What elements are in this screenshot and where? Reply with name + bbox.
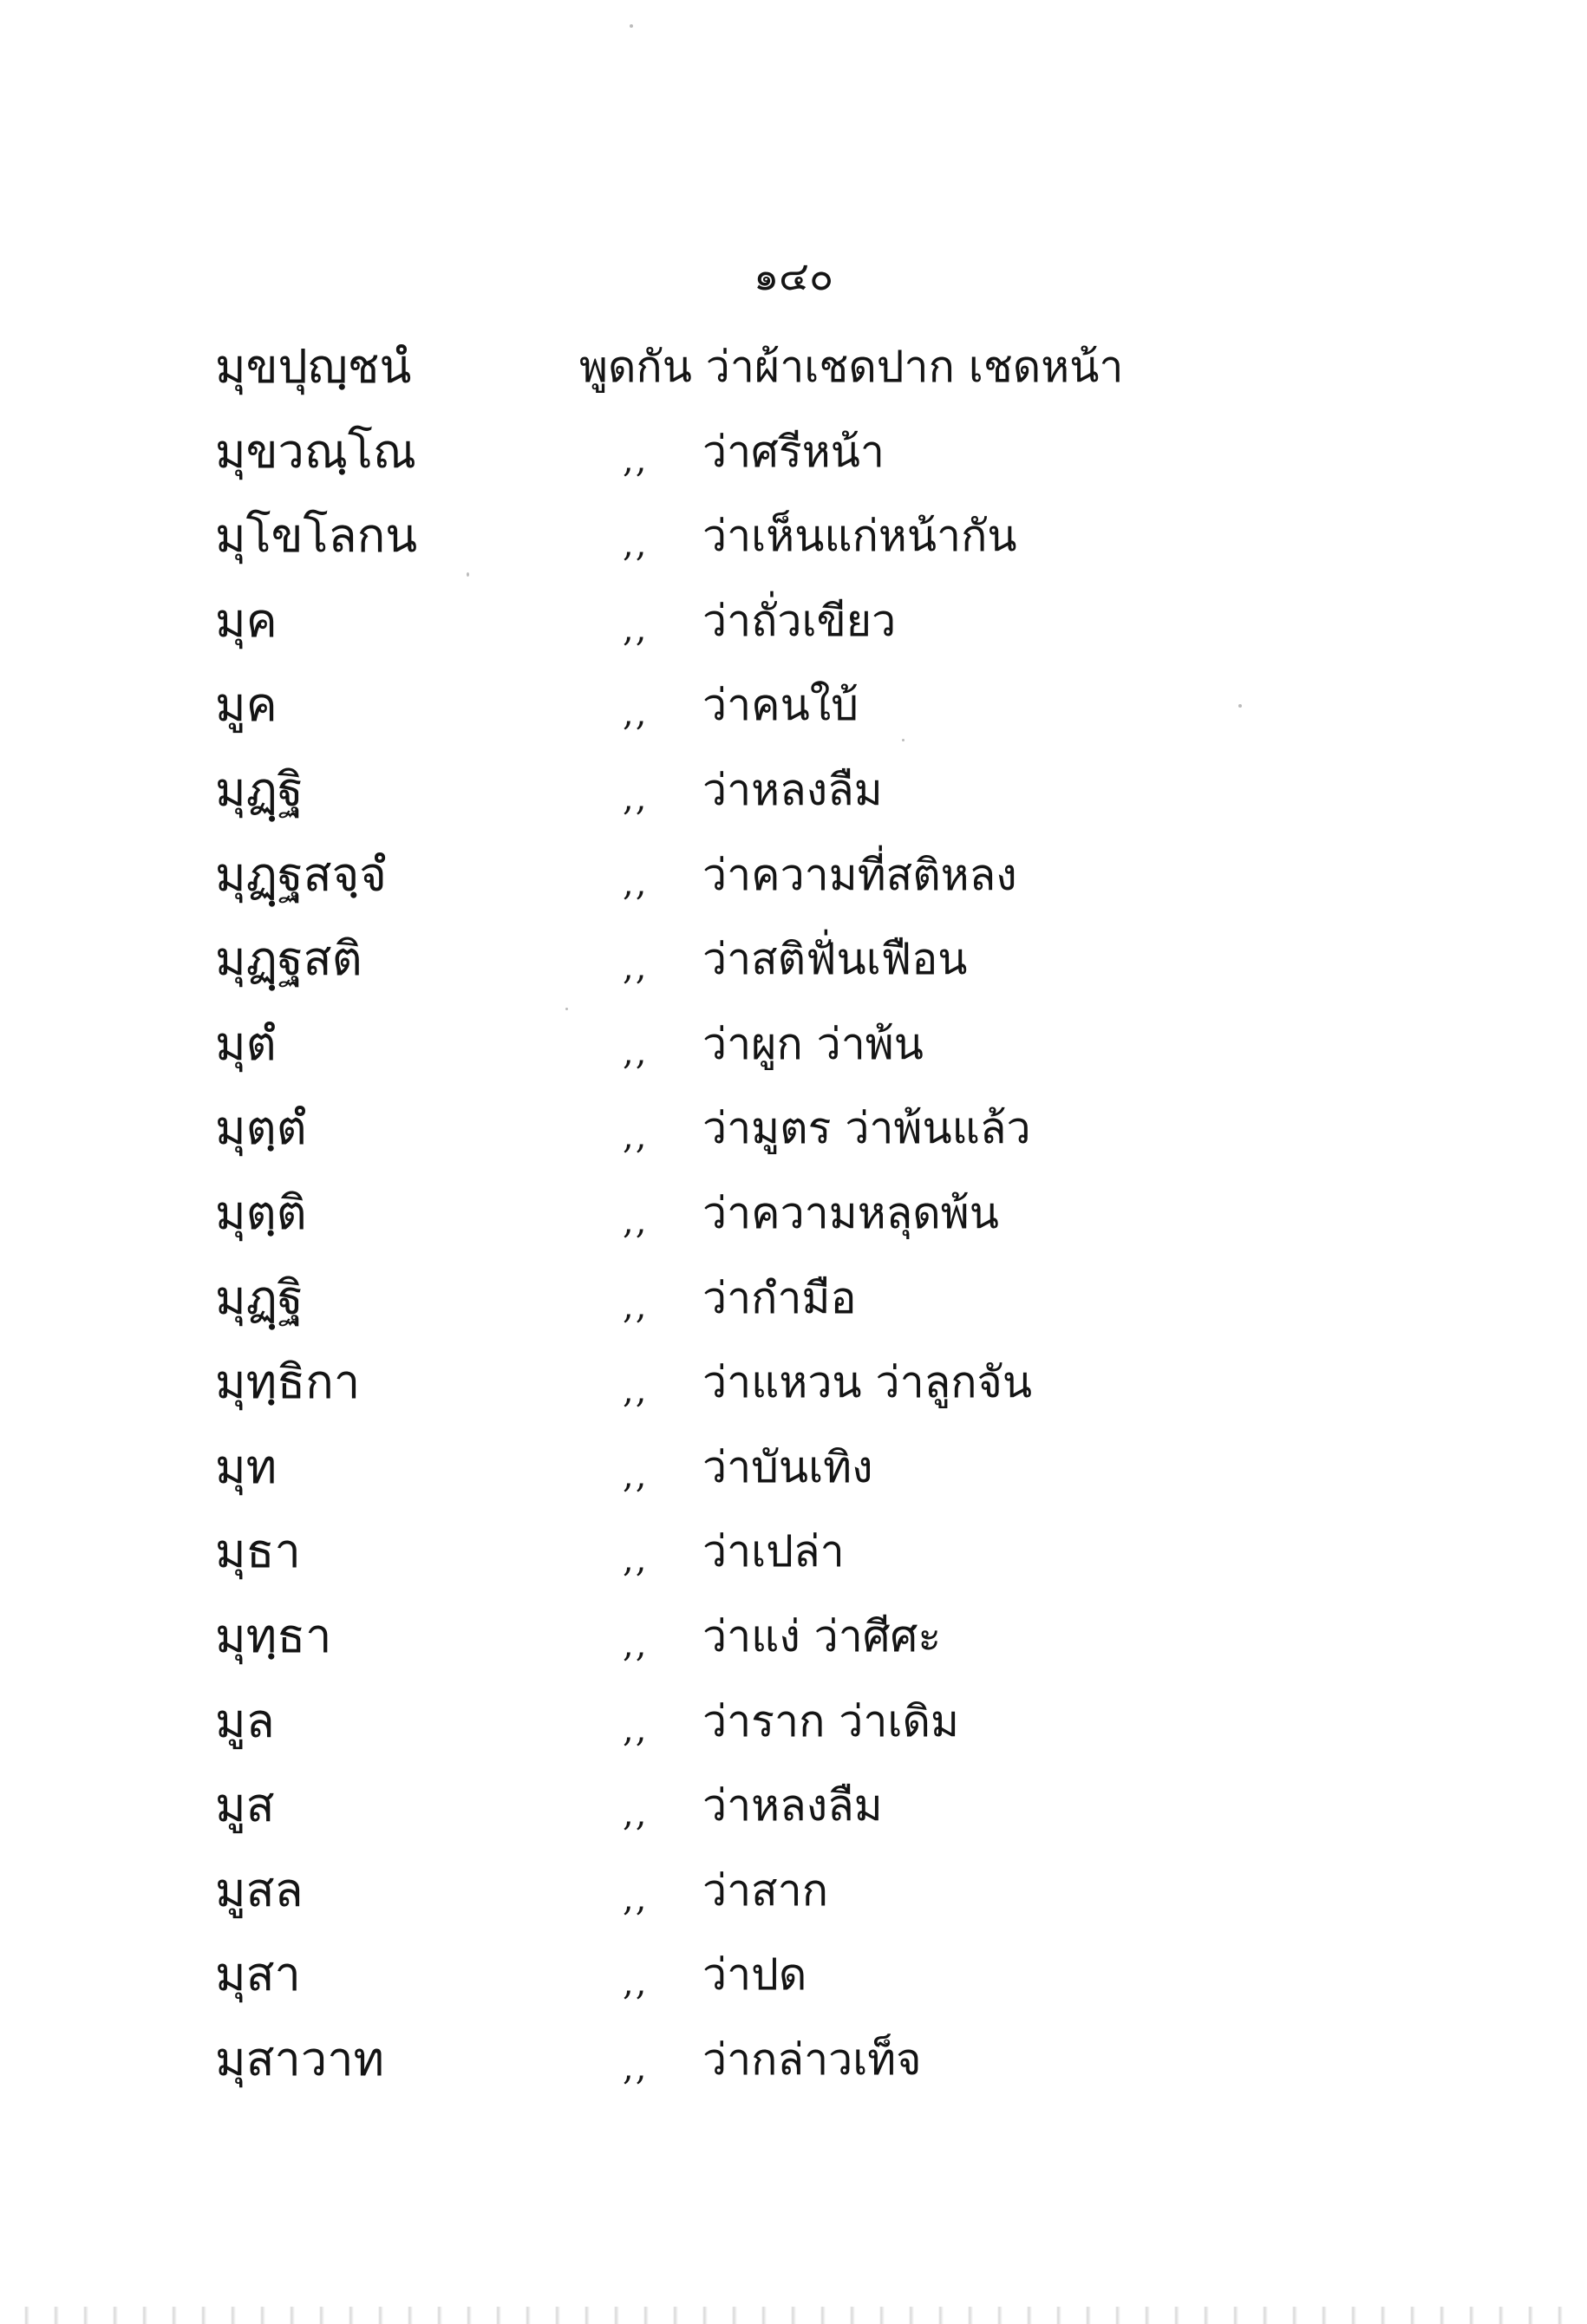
dictionary-entry <box>0 497 1587 582</box>
entry-definition: ว่าความหลุดพ้น <box>702 1187 999 1238</box>
entry-headword: มุสา <box>215 1947 301 2002</box>
ditto-mark: ,, <box>623 1963 649 2004</box>
ditto-mark: ,, <box>623 1032 649 1073</box>
dictionary-entry <box>0 1174 1587 1259</box>
dictionary-entry <box>0 1089 1587 1174</box>
scan-edge-noise <box>0 2307 1587 2324</box>
scan-speck <box>630 24 633 28</box>
ditto-mark: ,, <box>623 1201 649 1242</box>
dictionary-entry <box>0 920 1587 1005</box>
dictionary-entry <box>0 1343 1587 1428</box>
entry-headword: มุฏฺฐสติ <box>215 931 362 987</box>
ditto-mark: ,, <box>623 1709 649 1750</box>
dictionary-entry <box>0 751 1587 836</box>
entry-headword: มุฏฺฐิ <box>215 1270 304 1325</box>
entry-headword: มุธา <box>215 1524 301 1579</box>
entry-definition: ว่าสาก <box>702 1864 829 1916</box>
entry-headword: มุขปุญฺชนํ <box>215 339 412 394</box>
dictionary-entry <box>0 1259 1587 1344</box>
entry-headword: มุฏฺฐิ <box>215 761 304 817</box>
entry-definition: ว่าผูก ว่าพ้น <box>702 1018 924 1069</box>
entry-headword: มูสล <box>215 1862 304 1917</box>
entry-definition: ว่าราก ว่าเดิม <box>702 1695 959 1746</box>
entry-headword: มุตฺตํ <box>215 1100 307 1156</box>
entry-definition: ว่าถั่วเขียว <box>702 595 897 646</box>
dictionary-entry <box>0 1005 1587 1090</box>
dictionary-entry <box>0 1936 1587 2020</box>
ditto-mark: ,, <box>623 1455 649 1496</box>
entry-headword: มุขวณฺโณ <box>215 423 417 479</box>
entry-headword: มุตํ <box>215 1015 277 1071</box>
ditto-mark: ,, <box>623 1117 649 1158</box>
entry-headword: มุทฺธิกา <box>215 1355 361 1410</box>
entry-definition: ว่าหลงลืม <box>702 764 883 815</box>
entry-definition: ว่าเปล่า <box>702 1526 845 1577</box>
entry-definition: ว่าสติฟั่นเฟือน <box>702 934 968 985</box>
ditto-mark: ,, <box>623 1794 649 1835</box>
entry-definition: ว่ามูตร ว่าพ้นแล้ว <box>702 1103 1031 1154</box>
entry-headword: มุโขโลกน <box>215 508 418 564</box>
ditto-mark: ,, <box>623 1371 649 1412</box>
ditto-mark: ,, <box>623 1878 649 1919</box>
entry-headword: มุตฺติ <box>215 1185 307 1240</box>
entry-definition: ว่ากล่าวเท็จ <box>702 2034 922 2085</box>
entry-definition: ว่าแง่ ว่าศีศะ <box>702 1610 942 1661</box>
dictionary-entries <box>0 328 1587 2105</box>
ditto-mark: ,, <box>623 778 649 819</box>
ditto-mark: ,, <box>623 525 649 565</box>
ditto-mark: ,, <box>623 609 649 650</box>
entry-definition: ว่าศรีหน้า <box>702 426 885 477</box>
ditto-mark: ,, <box>623 1624 649 1665</box>
entry-definition: ว่าแหวน ว่าลูกจัน <box>702 1357 1033 1408</box>
entry-headword: มุสาวาท <box>215 2031 385 2086</box>
dictionary-entry <box>0 582 1587 667</box>
entry-definition: ว่าบันเทิง <box>702 1441 873 1492</box>
ditto-mark: ,, <box>623 1540 649 1581</box>
entry-headword: มุท <box>215 1439 278 1494</box>
entry-definition: ว่าความที่สติหลง <box>702 849 1017 900</box>
ditto-mark: ,, <box>623 863 649 904</box>
page-number: ๑๔๐ <box>753 252 834 299</box>
entry-definition: ว่ากำมือ <box>702 1272 857 1323</box>
dictionary-entry <box>0 1512 1587 1597</box>
dictionary-entry <box>0 328 1587 413</box>
ditto-mark: ,, <box>623 1286 649 1327</box>
ditto-mark: ,, <box>623 948 649 989</box>
entry-definition: ว่าหลงลืม <box>702 1780 883 1831</box>
dictionary-entry <box>0 836 1587 921</box>
entry-headword: มุค <box>215 592 278 648</box>
dictionary-entry <box>0 2020 1587 2105</box>
dictionary-entry <box>0 1682 1587 1767</box>
ditto-mark: ,, <box>623 694 649 734</box>
entry-headword: มุทฺธา <box>215 1608 332 1663</box>
dictionary-entry <box>0 666 1587 751</box>
dictionary-entry <box>0 413 1587 498</box>
entry-headword: มูส <box>215 1778 275 1833</box>
ditto-mark: ,, <box>623 2047 649 2088</box>
entry-definition: ว่าเห็นแก่หน้ากัน <box>702 511 1017 562</box>
entry-headword: มุฏฺฐสจฺจํ <box>215 846 387 902</box>
dictionary-entry <box>0 1851 1587 1936</box>
dictionary-entry <box>0 1766 1587 1851</box>
dictionary-entry <box>0 1597 1587 1682</box>
dictionary-entry <box>0 1428 1587 1513</box>
entry-definition: พูดกัน ว่าผ้าเชดปาก เชดหน้า <box>579 342 1124 392</box>
entry-headword: มูค <box>215 677 278 733</box>
ditto-mark: ,, <box>623 440 649 480</box>
entry-definition: ว่าปด <box>702 1949 807 2001</box>
entry-headword: มูล <box>215 1693 275 1748</box>
entry-definition: ว่าคนใบ้ <box>702 680 859 731</box>
